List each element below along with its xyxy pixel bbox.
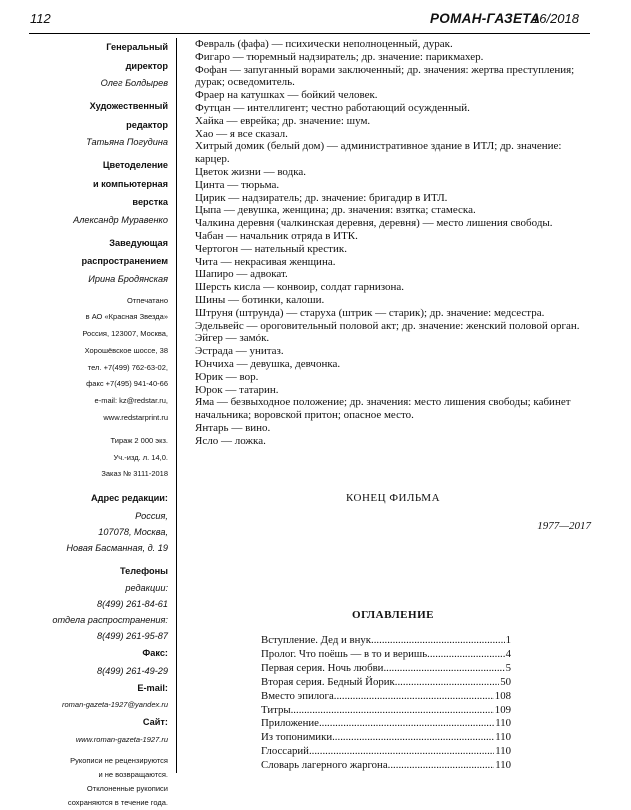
glossary-entry: Шины — ботинки, калоши.: [195, 293, 325, 306]
address-line: Новая Басманная, д. 19: [66, 542, 168, 553]
toc-row[interactable]: [261, 662, 511, 676]
toc-entry-title: Пролог. Что поёшь — в то и веришь: [261, 647, 428, 660]
glossary-entry: Янтарь — вино.: [195, 421, 271, 434]
toc-row[interactable]: [261, 745, 511, 759]
glossary-entry: Цыпа — девушка, женщина; др. значения: взятка; стамеска.: [195, 204, 476, 217]
chief-name: Олег Болдырев: [100, 78, 168, 88]
glossary-entry: Штруня (штрунда) — старуха (штрик — старик); др. значение: медсестра.: [195, 306, 545, 319]
printed-line: www.redstarprint.ru: [103, 413, 168, 423]
toc-entry-page: 110: [495, 717, 511, 730]
glossary-entry: Чабан — начальник отряда в ИТК.: [195, 229, 358, 242]
publication-title: РОМАН-ГАЗЕТА: [430, 11, 541, 26]
note-line: сохраняются в течение года.: [67, 797, 168, 807]
toc-entry-title: Словарь лагерного жаргона: [261, 759, 388, 772]
column-divider: [176, 38, 177, 773]
glossary-entry: Юнчиха — девушка, девчонка.: [195, 357, 341, 370]
glossary-entry: Шерсть кисла — конвоир, солдат гарнизона.: [195, 281, 405, 294]
print-order: Заказ № 3111-2018: [101, 469, 168, 479]
printed-line: Россия, 123007, Москва,: [82, 329, 168, 339]
printed-line: Хорошёвское шоссе, 38: [84, 345, 168, 355]
toc-row[interactable]: [261, 731, 511, 745]
toc-row[interactable]: [261, 704, 511, 718]
phones-label: Телефоны: [119, 565, 168, 576]
years: 1977—2017: [537, 520, 591, 532]
address-label: Адрес редакции:: [91, 493, 168, 504]
fax-label: Факс:: [142, 648, 168, 659]
toc-row[interactable]: [261, 648, 511, 662]
glossary-entry: Чита — некрасивая женщина.: [195, 255, 336, 268]
glossary-entry: Цирик — надзиратель; др. значение: бригадир в ИТЛ.: [195, 191, 448, 204]
toc-row[interactable]: [261, 634, 511, 648]
toc-entry-title: Приложение: [261, 717, 319, 730]
color-label-1: Цветоделение: [102, 160, 168, 170]
color-label-3: верстка: [132, 197, 168, 207]
art-name: Татьяна Погудина: [86, 137, 168, 147]
print-run: Тираж 2 000 экз.: [110, 435, 168, 445]
toc-entry-title: Титры: [261, 703, 291, 716]
art-label-2: редактор: [126, 119, 168, 130]
glossary-entry: Фраер на катушках — бойкий человек.: [195, 89, 378, 102]
toc-entry-page: 110: [495, 745, 511, 758]
imprint-sidebar: [28, 38, 168, 810]
glossary-entry: Хайка — еврейка; др. значение: шум.: [195, 114, 371, 127]
head-label-2: распространением: [81, 256, 168, 266]
print-sheets: Уч.-изд. л. 14,0.: [113, 452, 168, 462]
address-line: 107078, Москва,: [98, 526, 168, 537]
toc-entry-title: Из топонимики: [261, 731, 333, 744]
glossary-entry: Чалкина деревня (чалкинская деревня, деревня) — место лишения свободы.: [195, 217, 553, 230]
glossary-entry: Фофан — запуганный ворами заключенный; др. значения: жертва преступления; дурак; осведомитель.: [195, 63, 575, 89]
page-header: [0, 0, 631, 36]
head-name: Ирина Бродянская: [88, 273, 168, 284]
header-rule: [29, 33, 590, 34]
phone-line: 8(499) 261-95-87: [97, 631, 168, 642]
glossary-entry: Юрик — вор.: [195, 370, 259, 383]
fax-number: 8(499) 261-49-29: [97, 665, 168, 676]
toc-entry-title: Первая серия. Ночь любви: [261, 661, 384, 674]
toc-entry-title: Вступление. Дед и внук: [261, 634, 372, 646]
toc-entry-page: 50: [500, 675, 511, 688]
table-of-contents: [261, 634, 511, 773]
glossary-entry: Эйгер — замóк.: [195, 332, 270, 345]
glossary-entry: Цинта — тюрьма.: [195, 178, 280, 191]
toc-row[interactable]: [261, 759, 511, 773]
site-label: Сайт:: [142, 717, 168, 728]
printed-line: Отпечатано: [126, 295, 168, 305]
phone-line: 8(499) 261-84-61: [97, 599, 168, 610]
glossary-entry: Шапиро — адвокат.: [195, 268, 288, 281]
toc-row[interactable]: [261, 676, 511, 690]
printed-line: тел. +7(499) 762-63-02,: [87, 362, 168, 372]
toc-entry-title: Глоссарий: [261, 745, 309, 758]
glossary-entry: Февраль (фафа) — психически неполноценный, дурак.: [195, 38, 453, 50]
glossary-entry: Футцан — интеллигент; честно работающий осужденный.: [195, 101, 470, 114]
phone-line: отдела распространения:: [52, 615, 168, 626]
end-title: КОНЕЦ ФИЛЬМА: [345, 492, 441, 504]
toc-entry-page: 1: [505, 634, 511, 646]
glossary-entry: Фигаро — тюремный надзиратель; др. значение: парикмахер.: [195, 50, 484, 63]
art-label-1: Художественный: [89, 101, 168, 111]
toc-entry-page: 110: [495, 731, 511, 744]
toc-entry-page: 5: [505, 661, 511, 674]
toc-entry-page: 4: [505, 647, 511, 660]
chief-label-1: Генеральный: [106, 42, 168, 52]
phone-line: редакции:: [125, 583, 168, 594]
toc-row[interactable]: [261, 690, 511, 704]
glossary-entry: Хитрый домик (белый дом) — административное здание в ИТЛ; др. значение: карцер.: [195, 140, 562, 166]
glossary-list: [195, 38, 591, 448]
toc-row[interactable]: [261, 717, 511, 731]
color-label-2: и компьютерная: [92, 178, 168, 189]
note-line: и не возвращаются.: [98, 769, 168, 779]
printed-line: e-mail: kz@redstar.ru,: [94, 396, 168, 406]
email-label: E-mail:: [137, 682, 168, 693]
chief-label-2: директор: [125, 60, 168, 71]
toc-entry-page: 108: [494, 689, 511, 702]
site-address: www.roman-gazeta-1927.ru: [75, 734, 168, 744]
glossary-entry: Ясло — ложка.: [195, 434, 266, 447]
glossary-entry: Чертогон — нательный крестик.: [195, 242, 347, 255]
glossary-entry: Хао — я все сказал.: [195, 127, 288, 140]
glossary-entry: Юрок — татарин.: [195, 383, 279, 396]
color-name: Александр Муравенко: [73, 214, 168, 225]
note-line: Рукописи не рецензируются: [70, 755, 168, 765]
toc-title: ОГЛАВЛЕНИЕ: [352, 609, 434, 621]
glossary-entry: Эдельвейс — ороговительный половой акт; др. значение: женский половой орган.: [195, 319, 580, 332]
printed-line: в АО «Красная Звезда»: [85, 312, 168, 322]
email-address: roman-gazeta-1927@yandex.ru: [61, 700, 168, 710]
glossary-entry: Эстрада — унитаз.: [195, 345, 284, 358]
printed-line: факс +7(495) 941-40-66: [86, 379, 168, 389]
note-line: Отклоненные рукописи: [86, 783, 168, 793]
glossary-entry: Цветок жизни — водка.: [195, 165, 307, 178]
head-label-1: Заведующая: [109, 237, 168, 248]
toc-entry-page: 109: [494, 703, 511, 716]
toc-entry-title: Вместо эпилога: [261, 689, 334, 702]
page-number: 112: [30, 11, 51, 26]
glossary-entry: Яма — безвыходное положение; др. значения: место лишения свободы; кабинет начальника; воровской притон; опасное место.: [195, 396, 571, 422]
toc-entry-title: Вторая серия. Бедный Йорик: [261, 675, 395, 688]
address-line: Россия,: [135, 510, 168, 521]
issue-number: 16/2018: [532, 11, 579, 26]
toc-entry-page: 110: [495, 759, 511, 772]
